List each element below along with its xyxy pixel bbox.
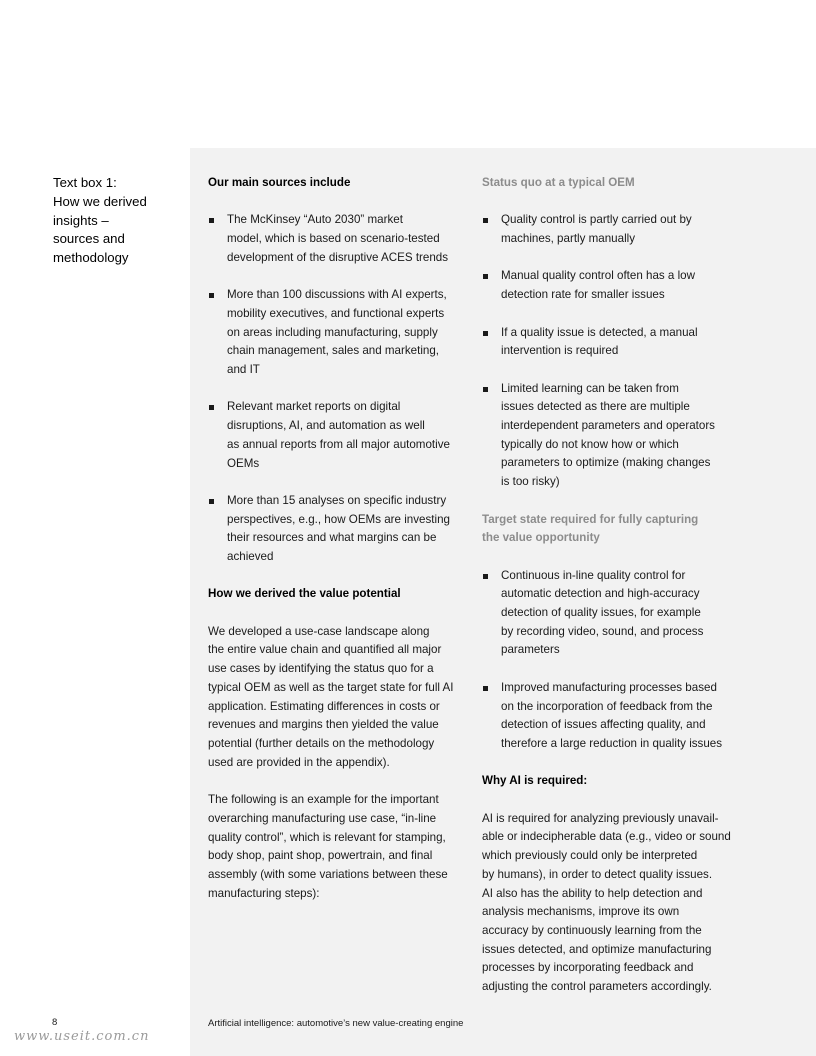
list-item: If a quality issue is detected, a manual intervention is required: [482, 324, 744, 361]
value-paragraph: We developed a use-case landscape along the entire value chain and quantified all major use cases by identifying the status quo for a typical OEM as well as the target state for full AI application. Estimating differences in costs or revenues and margins then yielded the value potential (further details on the methodology used are provided in the appendix).: [208, 624, 454, 769]
page-number: 8: [52, 1017, 58, 1028]
bullet-square-icon: [483, 274, 488, 279]
list-item: Quality control is partly carried out by machines, partly manually: [482, 211, 744, 248]
target-heading: Target state required for fully capturing the value opportunity: [482, 512, 699, 545]
bullet-square-icon: [209, 499, 214, 504]
bullet-square-icon: [209, 405, 214, 410]
list-item: Improved manufacturing processes based on the incorporation of feedback from the detection of issues affecting quality, and therefore a large reduction in quality issues: [482, 679, 744, 754]
bullet-square-icon: [483, 574, 488, 579]
status-list: [482, 211, 744, 492]
bullet-square-icon: [209, 218, 214, 223]
bullet-square-icon: [483, 218, 488, 223]
value-heading: How we derived the value potential: [208, 587, 401, 601]
list-item: More than 100 discussions with AI experts, mobility executives, and functional experts on areas including manufacturing, supply chain management, sales and marketing, and IT: [208, 286, 470, 380]
sources-heading: Our main sources include: [208, 176, 351, 189]
left-column: [208, 174, 470, 922]
example-paragraph: The following is an example for the important overarching manufacturing use case, “in-line quality control”, which is relevant for stamping, body shop, paint shop, powertrain, and final assembly (with some variations between these manufacturing steps):: [208, 793, 448, 900]
right-column: [482, 174, 744, 1015]
bullet-square-icon: [483, 387, 488, 392]
list-item: Relevant market reports on digital disruptions, AI, and automation as well as annual reports from all major automotive OEMs: [208, 398, 470, 473]
list-item: The McKinsey “Auto 2030” market model, which is based on scenario-tested development of the disruptive ACES trends: [208, 211, 470, 267]
list-item: Continuous in-line quality control for automatic detection and high-accuracy detection of quality issues, for example by recording video, sound, and process parameters: [482, 567, 744, 661]
list-item: Limited learning can be taken from issues detected as there are multiple interdependent parameters and operators typically do not know how or which parameters to optimize (making changes is too risky): [482, 380, 744, 492]
target-list: [482, 567, 744, 754]
bullet-square-icon: [483, 331, 488, 336]
list-item: More than 15 analyses on specific industry perspectives, e.g., how OEMs are investing their resources and what margins can be achieved: [208, 492, 470, 567]
why-ai-heading: Why AI is required:: [482, 774, 588, 788]
textbox-title: Text box 1: How we derived insights – sources and methodology: [53, 175, 147, 266]
bullet-square-icon: [483, 686, 488, 691]
status-heading: Status quo at a typical OEM: [482, 176, 635, 189]
why-ai-paragraph: AI is required for analyzing previously unavail- able or indecipherable data (e.g., video or sound which previously could only be interpreted by humans), in order to detect quality issues. AI also has the ability to help detection and analysis mechanisms, improve its own accuracy by continuously learning from the issues detected, and optimize manufacturing processes by incorporating feedback and adjusting the control parameters accordingly.: [482, 811, 731, 994]
bullet-square-icon: [209, 293, 214, 298]
list-item: Manual quality control often has a low detection rate for smaller issues: [482, 267, 744, 304]
watermark: www.useit.com.cn: [14, 1029, 150, 1044]
footer-title: Artificial intelligence: automotive’s new value-creating engine: [208, 1018, 464, 1029]
sources-list: [208, 211, 470, 566]
